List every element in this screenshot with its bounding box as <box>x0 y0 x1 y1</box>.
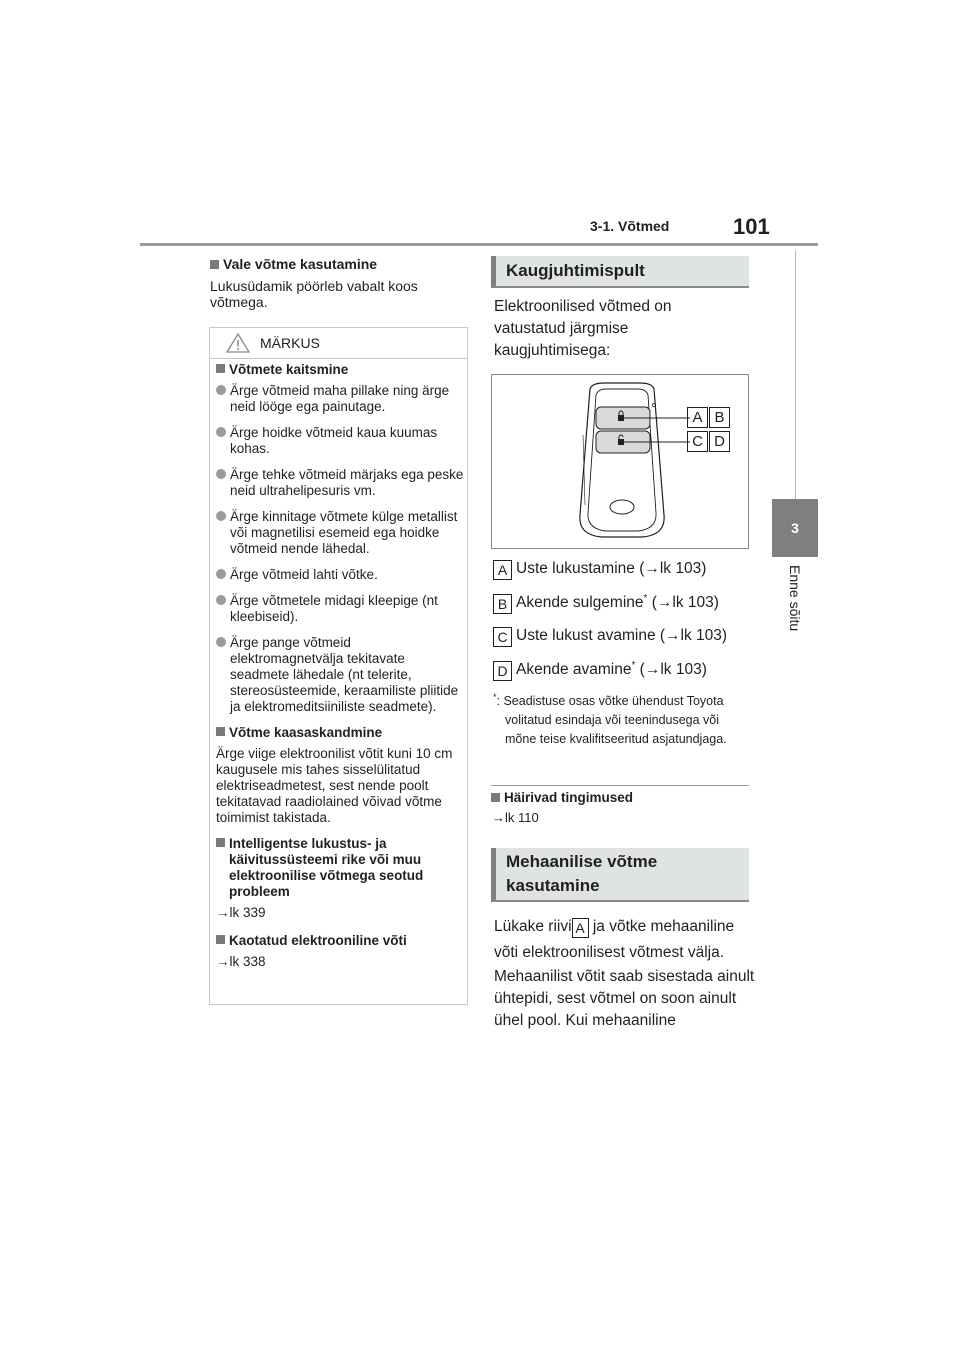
notice-bullet-text: Ärge kinnitage võtmete külge metallist või magnetilisi esemeid ega hoidke võtmeid nende lähedal. <box>230 509 458 556</box>
section-divider <box>491 785 749 786</box>
legend-text: Akende sulgemine <box>516 594 644 612</box>
notice-bullet <box>216 593 464 625</box>
header-rule <box>140 243 818 246</box>
bullet-dot-icon <box>216 385 226 395</box>
figure-label-d <box>709 431 730 452</box>
figure-label-b <box>709 407 730 428</box>
mechanical-key-title-line1: Mehaanilise võtme <box>506 852 658 871</box>
bullet-dot-icon <box>216 427 226 437</box>
notice-section-title <box>216 933 464 949</box>
wrong-key-heading-text: Vale võtme kasutamine <box>223 256 378 272</box>
para1-text-after: ja võtke mehaaniline võti elektroonilisest võtmest välja. <box>494 918 735 961</box>
section-title: 3-1. Võtmed <box>590 218 670 234</box>
notice-bullet <box>216 635 464 715</box>
notice-label: MÄRKUS <box>260 335 320 351</box>
legend-text: Uste lukust avamine (→lk 103) <box>516 627 728 644</box>
footnote-star: * <box>643 593 648 604</box>
legend-ref: (→lk 103) <box>635 661 707 679</box>
bullet-dot-icon <box>216 569 226 579</box>
bullet-dot-icon <box>216 637 226 647</box>
bullet-dot-icon <box>216 595 226 605</box>
legend-key-box: B <box>493 594 512 614</box>
page-reference-link[interactable]: →lk 338 <box>216 954 266 969</box>
square-bullet-icon <box>216 727 225 736</box>
figure-label-c-text: C <box>692 433 703 450</box>
footnote-mark: * <box>493 692 497 702</box>
figure-label-b-text: B <box>714 409 725 426</box>
notice-bullet <box>216 425 464 457</box>
para1-text-before: Lükake riivi <box>494 918 572 935</box>
legend-item-d <box>493 660 707 681</box>
notice-header <box>210 328 467 359</box>
wrong-key-heading <box>210 256 377 272</box>
remote-control-title-text: Kaugjuhtimispult <box>506 261 645 280</box>
mechanical-key-para1 <box>494 914 756 966</box>
legend-text: Uste lukustamine (→lk 103) <box>516 560 707 577</box>
legend-text: Akende avamine <box>516 661 632 679</box>
remote-control-title <box>491 256 749 288</box>
interference-heading <box>491 790 633 805</box>
inline-key-box: A <box>572 918 589 938</box>
page-reference-link[interactable]: →lk 110 <box>492 810 539 825</box>
square-bullet-icon <box>210 260 219 269</box>
square-bullet-icon <box>216 935 225 944</box>
wrong-key-text: Lukusüdamik pöörleb vabalt koos võtmega. <box>210 278 418 310</box>
figure-label-a-text: A <box>692 409 703 426</box>
bullet-dot-icon <box>216 511 226 521</box>
footnote-text: : Seadistuse osas võtke ühendust Toyota volitatud esindaja või teenindusega või mõne teise kvalifitseeritud asjatundjaga. <box>496 694 727 747</box>
notice-bullet <box>216 567 464 583</box>
mechanical-key-title <box>491 848 749 902</box>
bullet-dot-icon <box>216 469 226 479</box>
notice-bullet-text: Ärge hoidke võtmeid kaua kuumas kohas. <box>230 425 438 456</box>
notice-bullet <box>216 383 464 415</box>
footnote-star: * <box>631 660 636 671</box>
remote-intro: Elektroonilised võtmed on vatustatud järgmise kaugjuhtimisega: <box>494 298 672 359</box>
notice-bullet-text: Ärge võtmeid lahti võtke. <box>230 567 378 582</box>
chapter-title <box>771 565 819 655</box>
legend-key-box: A <box>493 560 512 580</box>
notice-section-title <box>216 725 464 741</box>
notice-section-title-text: Intelligentse lukustus- ja käivitussüsteemi rike või muu elektroonilise võtmega seotud probleem <box>229 836 424 899</box>
notice-bullet <box>216 467 464 499</box>
mechanical-key-para2: Mehaanilist võtit saab sisestada ainult ühtepidi, sest võtmel on soon ainult ühel pool. Kui mehaaniline <box>494 968 755 1029</box>
legend-key-box: D <box>493 661 512 681</box>
notice-section-title-text: Võtmete kaitsmine <box>229 362 349 377</box>
footnote <box>493 688 743 749</box>
square-bullet-icon <box>216 838 225 847</box>
figure-label-c <box>687 431 708 452</box>
chapter-title-text: Enne sõitu <box>787 565 803 632</box>
key-fob-illustration <box>492 375 748 548</box>
side-tab-line <box>795 250 796 499</box>
key-fob-figure <box>491 374 749 549</box>
page-number: 101 <box>733 214 770 239</box>
legend-item-a <box>493 560 706 580</box>
notice-body <box>216 362 464 982</box>
warning-icon <box>226 333 250 353</box>
square-bullet-icon <box>491 793 500 802</box>
notice-section-title <box>216 836 464 900</box>
notice-section-title <box>216 362 464 378</box>
notice-section-title-text: Kaotatud elektrooniline võti <box>229 933 407 948</box>
legend-item-b <box>493 593 719 614</box>
page-reference-link[interactable]: →lk 339 <box>216 905 266 920</box>
notice-paragraph: Ärge viige elektroonilist võtit kuni 10 cm kaugusele mis tahes sisselülitatud elektriseadmetest, sest nende poolt tekitatavad raadiolained võivad võtme toimimist takistada. <box>216 746 453 825</box>
interference-heading-text: Häirivad tingimused <box>504 790 634 805</box>
notice-bullet <box>216 509 464 557</box>
notice-bullet-text: Ärge võtmeid maha pillake ning ärge neid lööge ega painutage. <box>230 383 450 414</box>
notice-bullet-text: Ärge tehke võtmeid märjaks ega peske neid ultrahelipesuris vm. <box>230 467 464 498</box>
notice-bullet-text: Ärge võtmetele midagi kleepige (nt kleebiseid). <box>230 593 438 624</box>
chapter-tab: 3 <box>772 499 818 557</box>
notice-box <box>209 327 468 1005</box>
legend-item-c <box>493 627 727 647</box>
legend-ref: (→lk 103) <box>647 594 719 612</box>
legend-key-box: C <box>493 627 512 647</box>
notice-section-title-text: Võtme kaasaskandmine <box>229 725 383 740</box>
figure-label-d-text: D <box>714 433 725 450</box>
figure-label-a <box>687 407 708 428</box>
square-bullet-icon <box>216 364 225 373</box>
mechanical-key-title-line2: kasutamine <box>506 876 600 895</box>
notice-bullet-text: Ärge pange võtmeid elektromagnetvälja tekitavate seadmete lähedale (nt telerite, stereosüsteemide, keraamiliste pliitide ja elektromeditsiiniliste seadmete). <box>230 635 459 714</box>
